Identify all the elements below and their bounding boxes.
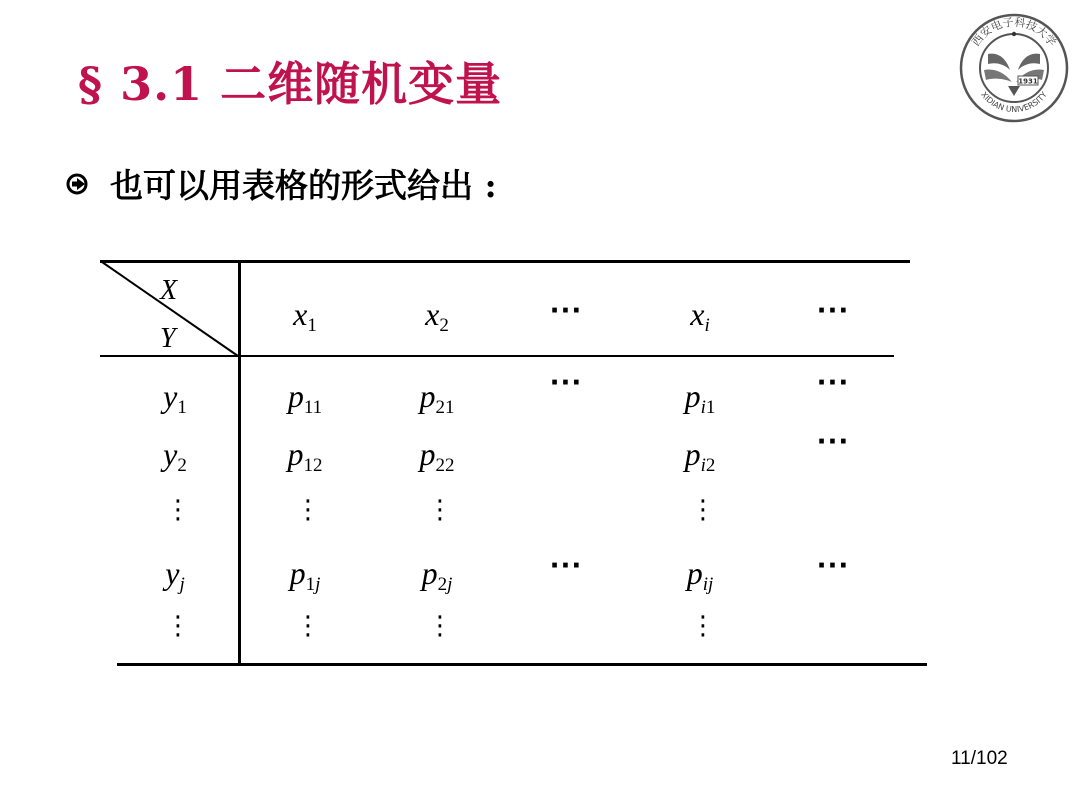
row4-ellipsis-2: ··· [816, 551, 850, 581]
row3-vdots-col0: ⋮ [165, 495, 191, 525]
corner-label-x: X [160, 275, 178, 306]
cell-pij: $p_{ij}$ [686, 555, 714, 595]
cell-p1j: $p_{1j}$ [289, 555, 321, 595]
row4-ellipsis-1: ··· [549, 551, 583, 581]
seal-motto: 西安电子科技大学 [969, 15, 1059, 49]
row5-vdots-col1: ⋮ [295, 611, 321, 641]
row1-ellipsis-1: ··· [549, 368, 583, 398]
cell-p12: $p_{12}$ [287, 436, 323, 476]
corner-label-y: Y [160, 323, 176, 354]
seal-bottom-text: XIDIAN UNIVERSITY [979, 90, 1049, 115]
seal-year: 1931 [1018, 77, 1038, 86]
row5-vdots-col2: ⋮ [427, 611, 453, 641]
header-xi: $x_i$ [690, 296, 710, 336]
cell-pi1: $p_{i1}$ [684, 378, 716, 418]
row-label-y2: $y_2$ [163, 436, 187, 476]
slide-title: § 3.1 二维随机变量 [78, 57, 503, 111]
cell-pi2: $p_{i2}$ [684, 436, 716, 476]
header-ellipsis-2: ··· [816, 296, 850, 326]
row-label-yj: $y_j$ [165, 555, 185, 595]
row-label-y1: $y_1$ [163, 378, 187, 418]
cell-p22: $p_{22}$ [419, 436, 455, 476]
row3-vdots-col1: ⋮ [295, 495, 321, 525]
cell-p2j: $p_{2j}$ [421, 555, 453, 595]
row5-vdots-col4: ⋮ [690, 611, 716, 641]
row3-vdots-col4: ⋮ [690, 495, 716, 525]
row2-ellipsis: ··· [816, 427, 850, 457]
row1-ellipsis-2: ··· [816, 368, 850, 398]
bullet-text: 也可以用表格的形式给出 : [110, 166, 497, 205]
row5-vdots-col0: ⋮ [165, 611, 191, 641]
header-x1: $x_1$ [293, 296, 317, 336]
cell-p21: $p_{21}$ [419, 378, 455, 418]
header-ellipsis-1: ··· [549, 296, 583, 326]
row3-vdots-col2: ⋮ [427, 495, 453, 525]
cell-p11: $p_{11}$ [287, 378, 323, 418]
header-x2: $x_2$ [425, 296, 449, 336]
page-number: 11/102 [951, 748, 1008, 769]
